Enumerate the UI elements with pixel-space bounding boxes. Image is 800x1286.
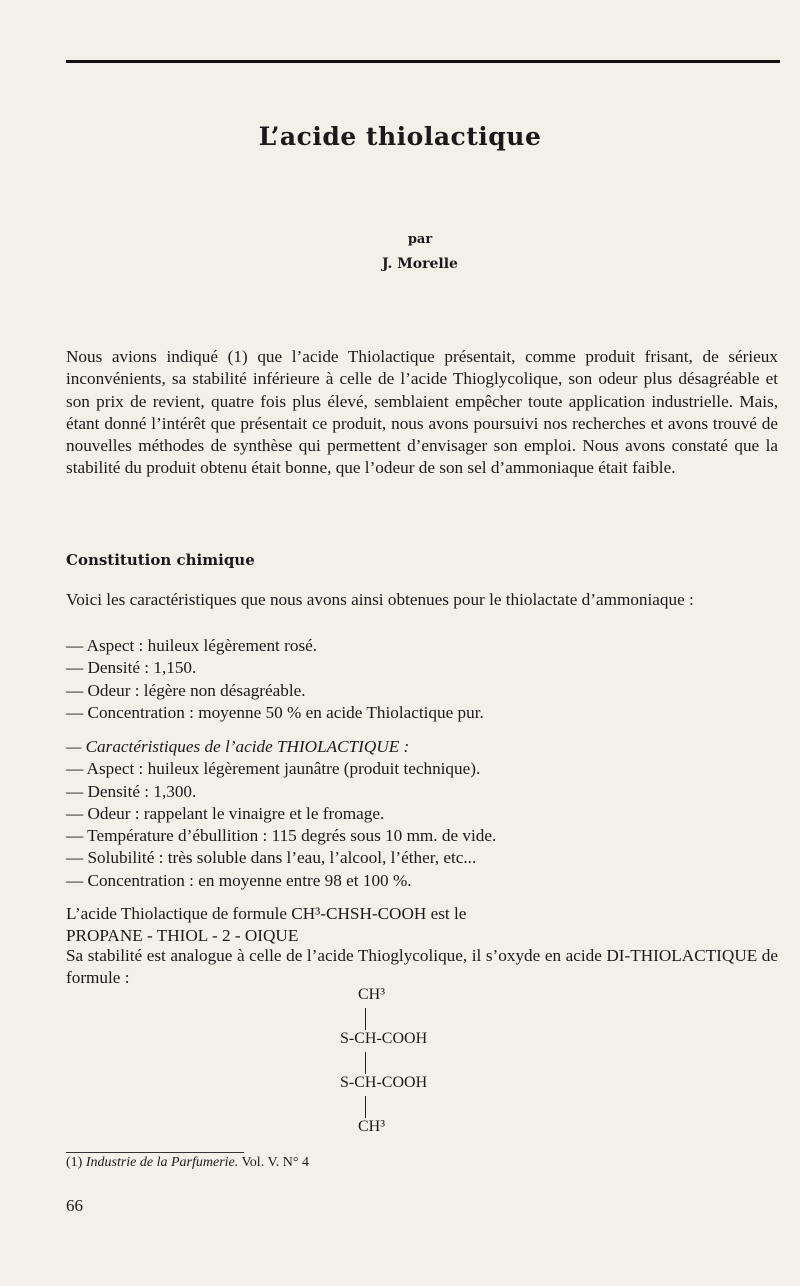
- footnote-rule: [66, 1152, 244, 1153]
- acid-heading: — Caractéristiques de l’acide THIOLACTIQUE :: [66, 737, 410, 756]
- top-rule: [66, 60, 780, 63]
- list-item: — Odeur : légère non désagréable.: [66, 680, 306, 700]
- list-item: — Aspect : huileux légèrement jaunâtre (produit technique).: [66, 759, 481, 779]
- formula-line: L’acide Thiolactique de formule CH³-CHSH-COOH est le: [66, 904, 467, 923]
- intro-paragraph: Nous avions indiqué (1) que l’acide Thiolactique présentait, comme produit frisant, de sérieux inconvénients, sa stabilité inférieure à celle de l’acide Thioglycolique, son odeur plus désagréable et son prix de revient, quatre fois plus élevé, semblaient empêcher toute application industrielle. Mais, étant donné l’intérêt que présentait ce produit, nous avons poursuivi nos recherches et avons trouvé de nouvelles méthodes de synthèse qui permettent d’envisager son emploi. Nous avons constaté que la stabilité du produit obtenu était bonne, que l’odeur de son sel d’ammoniaque était faible.: [66, 347, 778, 478]
- iupac-name: PROPANE - THIOL - 2 - OIQUE: [66, 926, 299, 946]
- list-item: — Solubilité : très soluble dans l’eau, l’alcool, l’éther, etc...: [66, 848, 477, 868]
- chem-sch-cooh-1: S-CH-COOH: [340, 1030, 428, 1047]
- formula-intro: [66, 903, 778, 948]
- chem-bond: [365, 1096, 366, 1118]
- footnote-marker: (1): [66, 1155, 83, 1170]
- chem-sch-cooh-2: S-CH-COOH: [340, 1074, 428, 1091]
- article-title: L’acide thiolactique: [258, 122, 542, 151]
- chem-ch3-bottom: CH³: [358, 1118, 386, 1135]
- chem-bond: [365, 1008, 366, 1030]
- page-number: 66: [66, 1196, 83, 1215]
- chem-bond: [365, 1052, 366, 1074]
- list-item: — Odeur : rappelant le vinaigre et le fromage.: [66, 803, 385, 823]
- footnote-journal: Industrie de la Parfumerie.: [85, 1155, 239, 1170]
- author-name: J. Morelle: [382, 256, 458, 272]
- list-item: — Densité : 1,300.: [66, 781, 197, 801]
- ammonium-characteristics-list: [66, 635, 778, 724]
- stability-paragraph: Sa stabilité est analogue à celle de l’acide Thioglycolique, il s’oxyde en acide DI-THIOLACTIQUE de formule :: [66, 946, 778, 988]
- list-item: — Aspect : huileux légèrement rosé.: [66, 636, 318, 655]
- list-item: — Concentration : moyenne 50 % en acide Thiolactique pur.: [66, 702, 484, 722]
- acid-characteristics: [66, 736, 778, 892]
- dithiolactic-structural-formula: [340, 986, 500, 1146]
- footnote: [66, 1155, 309, 1171]
- footnote-ref: Vol. V. N° 4: [241, 1155, 309, 1170]
- list-item: — Température d’ébullition : 115 degrés sous 10 mm. de vide.: [66, 826, 497, 846]
- byline-par: par: [407, 232, 433, 247]
- voici-paragraph: Voici les caractéristiques que nous avons ainsi obtenues pour le thiolactate d’ammoniaque :: [66, 590, 694, 609]
- chem-ch3-top: CH³: [358, 986, 386, 1003]
- list-item: — Concentration : en moyenne entre 98 et 100 %.: [66, 870, 412, 890]
- section-heading: Constitution chimique: [66, 551, 255, 569]
- list-item: — Densité : 1,150.: [66, 658, 197, 678]
